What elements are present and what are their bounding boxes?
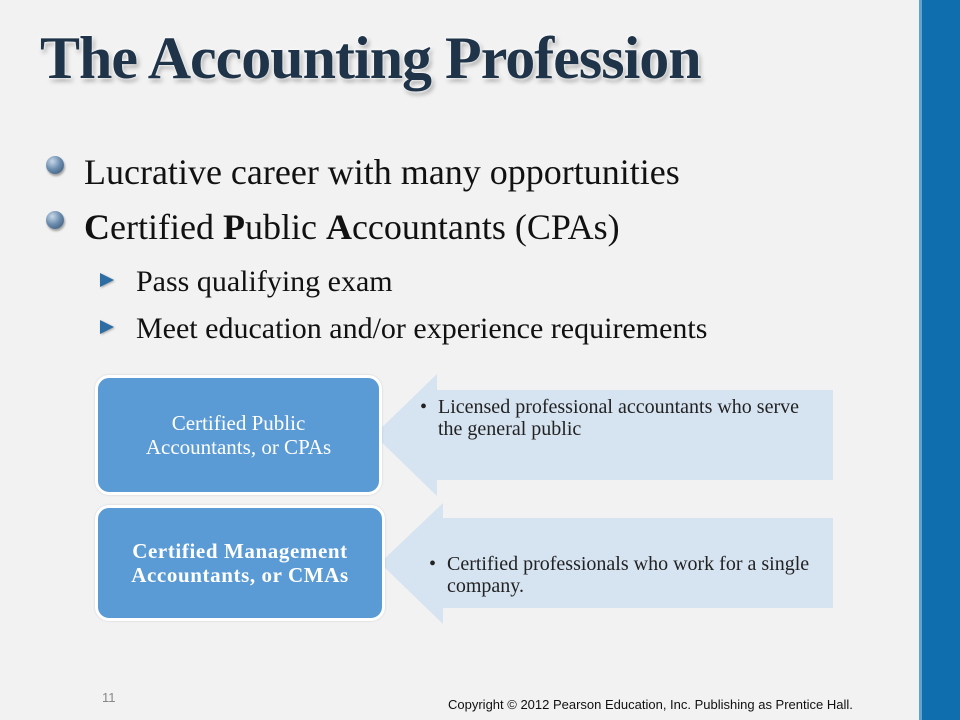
bullet-text: Lucrative career with many opportunities <box>84 152 680 192</box>
diagram-callout-text-1 <box>420 396 810 440</box>
bullet-dot: • <box>420 396 428 418</box>
diagram-box-label: Certified Public Accountants, or CPAs <box>145 411 332 459</box>
slide-title: The Accounting Profession <box>40 25 701 91</box>
diagram-description: Certified professionals who work for a single company. <box>447 553 810 597</box>
sub-bullet-text: Pass qualifying exam <box>136 265 393 298</box>
diagram-box-cma <box>95 505 385 621</box>
bullet-dot: • <box>429 553 437 575</box>
diagram-description: Licensed professional accountants who serve the general public <box>438 396 799 440</box>
diagram-callout-text-2 <box>429 553 824 597</box>
sub-bullet-text: Meet education and/or experience requirements <box>136 312 708 345</box>
diagram-box-label: Certified Management Accountants, or CMAs <box>131 539 349 587</box>
page-number: 11 <box>102 690 116 705</box>
copyright-notice: Copyright © 2012 Pearson Education, Inc. Publishing as Prentice Hall. <box>448 697 853 712</box>
diagram-box-cpa <box>95 375 382 495</box>
bullet-text: Certified Public Accountants (CPAs) <box>84 207 620 247</box>
